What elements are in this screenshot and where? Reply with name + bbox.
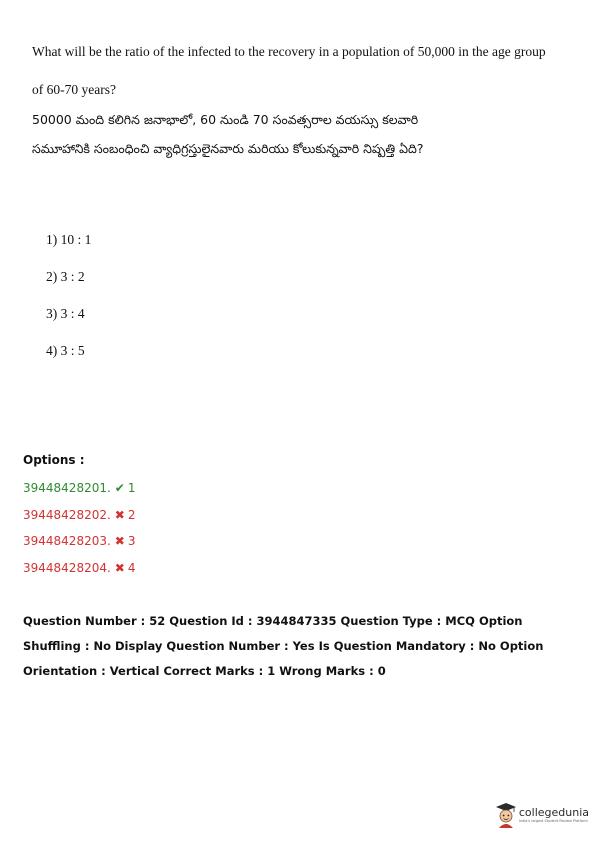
option-id: 39448428204. [23, 560, 111, 575]
graduate-mascot-icon [495, 802, 517, 828]
option-label: 4 [127, 560, 136, 575]
option-id: 39448428201. [23, 481, 111, 495]
option-id: 39448428202. [23, 507, 111, 522]
option-row-3 [23, 531, 136, 558]
choice-3: 3) 3 : 4 [46, 306, 85, 321]
option-id: 39448428203. [23, 534, 111, 548]
options-heading: Options : [23, 453, 85, 467]
choice-2: 2) 3 : 2 [46, 269, 85, 284]
option-label: 1 [127, 481, 136, 495]
option-label: 2 [127, 507, 136, 522]
check-icon: ✔ [114, 481, 125, 495]
question-telugu: 50000 మంది కలిగిన జనాభాలో, 60 నుండి 70 సంవత్సరాల వయస్సు కలవారి సమూహానికి సంబంధించి వ్యాధిగ్రస్తులైనవారు మరియు కోలుకున్నవారి నిష్పత్తి ఏది? [32, 112, 424, 156]
option-row-1 [23, 478, 136, 505]
choice-4: 4) 3 : 5 [46, 343, 85, 358]
brand-tagline: India's largest Student Review Platform [518, 818, 588, 823]
cross-icon: ✖ [114, 534, 125, 548]
option-label: 3 [127, 534, 136, 548]
cross-icon: ✖ [114, 507, 125, 522]
answer-choices [46, 226, 91, 374]
brand-name: collegedunia [518, 805, 589, 819]
question-english: What will be the ratio of the infected to the recovery in a population of 50,000 in the age group of 60-70 years? [32, 44, 546, 97]
choice-1: 1) 10 : 1 [46, 232, 92, 247]
option-row-2 [23, 505, 136, 532]
cross-icon: ✖ [114, 560, 125, 575]
options-list [23, 478, 136, 584]
brand-logo [495, 802, 589, 828]
option-row-4 [23, 558, 136, 585]
question-metadata: Question Number : 52 Question Id : 3944847335 Question Type : MCQ Option Shuffling : No Display Question Number : Yes Is Question Mandatory : No Option Orientation : Vertical Correct Marks : 1 Wrong Marks : 0 [23, 614, 544, 678]
